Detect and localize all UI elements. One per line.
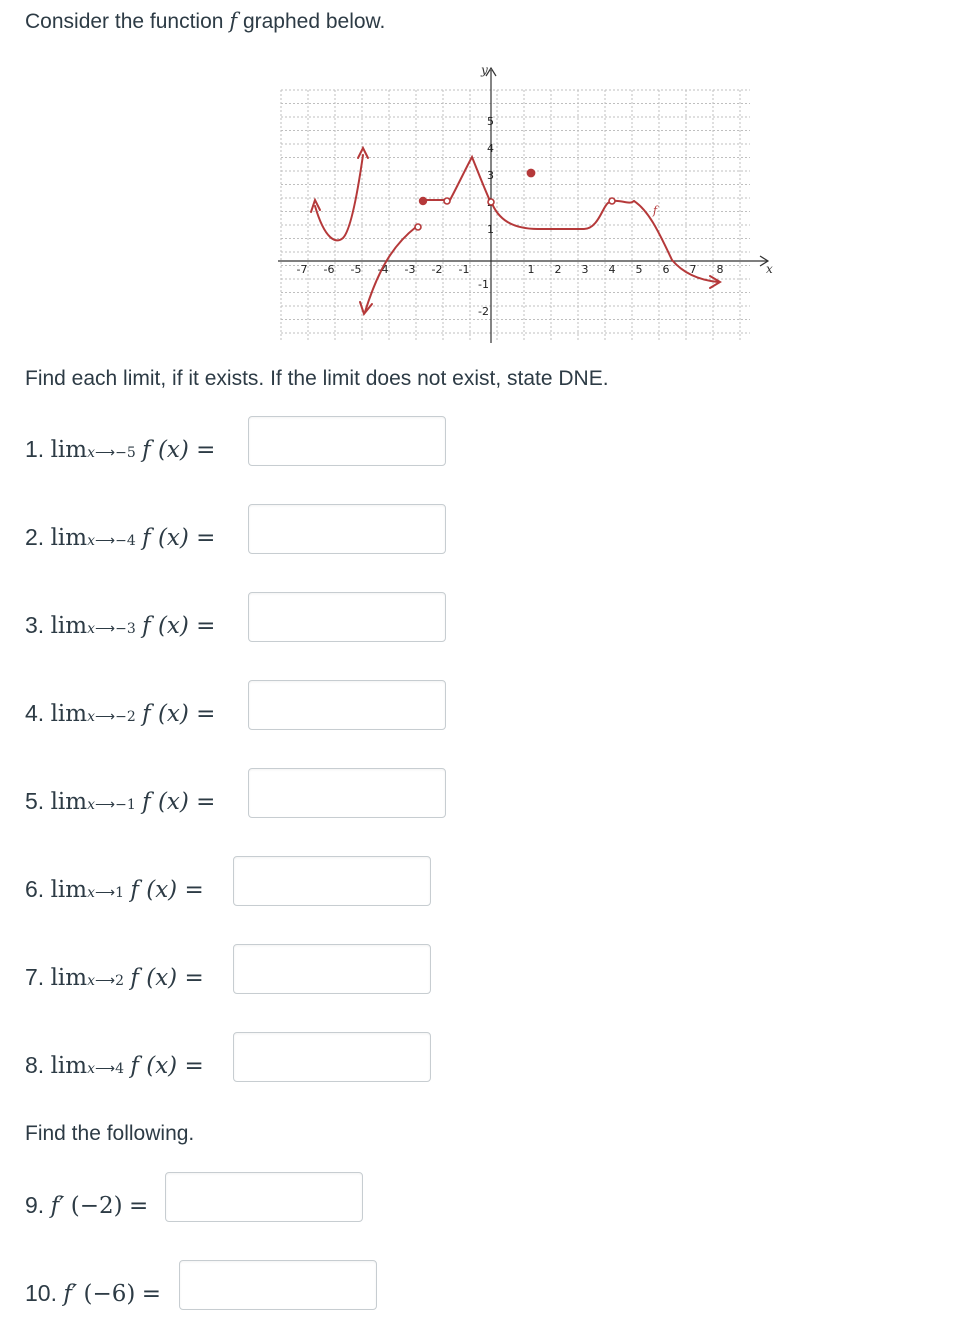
closed-point-e — [527, 169, 534, 176]
x-tick-neg1: -1 — [458, 263, 470, 276]
x-tick-3: 3 — [581, 263, 589, 276]
intro-function-symbol: f — [229, 9, 238, 33]
x-tick-4: 4 — [608, 263, 616, 276]
x-tick-neg3: -3 — [404, 263, 416, 276]
y-axis-label: y — [481, 63, 488, 77]
curve-points — [415, 169, 615, 230]
question-8: 8. limx⟶4 f (x) = — [25, 1052, 204, 1079]
x-tick-8: 8 — [716, 263, 724, 276]
intro-text — [25, 9, 385, 34]
answer-input-1[interactable] — [248, 416, 446, 466]
question-7: 7. limx⟶2 f (x) = — [25, 964, 204, 991]
intro-prefix: Consider the function — [25, 10, 224, 33]
answer-input-3[interactable] — [248, 592, 446, 642]
x-axis-label: x — [766, 262, 773, 276]
open-point-a — [415, 224, 421, 230]
x-tick-neg5: -5 — [350, 263, 362, 276]
y-tick-1: 1 — [487, 223, 494, 236]
answer-input-9[interactable] — [165, 1172, 363, 1222]
function-label: f — [653, 204, 658, 217]
x-tick-neg7: -7 — [296, 263, 308, 276]
y-tick-3: 3 — [487, 169, 494, 182]
answer-input-4[interactable] — [248, 680, 446, 730]
y-tick-neg2: -2 — [478, 305, 489, 318]
x-tick-2: 2 — [554, 263, 562, 276]
answer-input-2[interactable] — [248, 504, 446, 554]
answer-input-8[interactable] — [233, 1032, 431, 1082]
answer-input-6[interactable] — [233, 856, 431, 906]
function-graph — [278, 60, 776, 345]
answer-input-5[interactable] — [248, 768, 446, 818]
x-tick-6: 6 — [662, 263, 670, 276]
question-9: 9. f′ (−2) = — [25, 1192, 149, 1219]
question-3: 3. limx⟶−3 f (x) = — [25, 612, 216, 639]
question-4: 4. limx⟶−2 f (x) = — [25, 700, 216, 727]
question-1: 1. limx⟶−5 f (x) = — [25, 436, 216, 463]
question-2: 2. limx⟶−4 f (x) = — [25, 524, 216, 551]
question-5: 5. limx⟶−1 f (x) = — [25, 788, 216, 815]
y-tick-5: 5 — [487, 115, 494, 128]
x-tick-neg2: -2 — [431, 263, 443, 276]
answer-input-7[interactable] — [233, 944, 431, 994]
x-tick-5: 5 — [635, 263, 643, 276]
x-tick-7: 7 — [689, 263, 697, 276]
x-tick-1: 1 — [527, 263, 535, 276]
open-point-c — [444, 198, 450, 204]
intro-suffix: graphed below. — [242, 10, 386, 33]
open-point-f — [609, 198, 615, 204]
question-6: 6. limx⟶1 f (x) = — [25, 876, 204, 903]
axes — [278, 68, 768, 343]
y-tick-neg1: -1 — [478, 278, 489, 291]
closed-point-b — [420, 198, 427, 205]
answer-input-10[interactable] — [179, 1260, 377, 1310]
question-10: 10. f′ (−6) = — [25, 1280, 162, 1307]
open-point-d — [488, 199, 494, 205]
x-tick-neg6: -6 — [323, 263, 335, 276]
function-curve — [311, 148, 720, 314]
x-tick-neg4: -4 — [377, 263, 389, 276]
instructions: Find each limit, if it exists. If the limit does not exist, state DNE. — [25, 367, 609, 390]
y-tick-labels — [478, 115, 494, 318]
curve-right — [634, 201, 718, 282]
find-following-heading: Find the following. — [25, 1122, 195, 1145]
y-tick-4: 4 — [487, 142, 494, 155]
